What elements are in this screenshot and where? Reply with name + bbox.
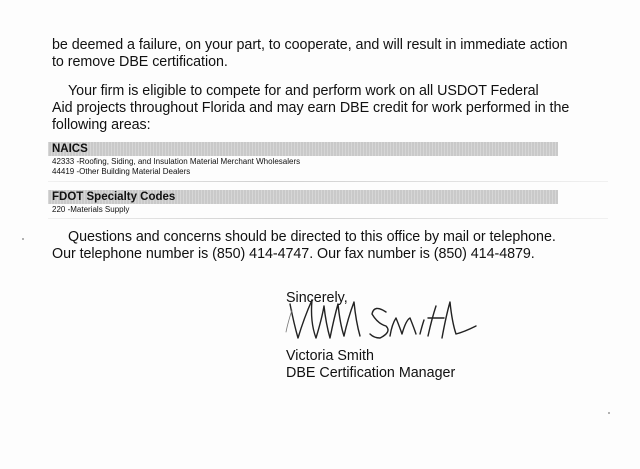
- paragraph-1-line-2: to remove DBE certification.: [52, 54, 228, 70]
- salutation: Sincerely,: [286, 290, 348, 306]
- scan-speck: [608, 412, 610, 414]
- paragraph-2-line-2: Aid projects throughout Florida and may earn DBE credit for work performed in the: [52, 100, 570, 116]
- signer-title: DBE Certification Manager: [286, 365, 456, 381]
- paragraph-2-line-1: Your firm is eligible to compete for and perform work on all USDOT Federal: [68, 83, 539, 99]
- section-divider: [48, 181, 608, 182]
- paragraph-1-line-1: be deemed a failure, on your part, to cooperate, and will result in immediate action: [52, 37, 568, 53]
- section-divider: [48, 218, 608, 219]
- scan-speck: [22, 238, 24, 240]
- handwritten-signature: [282, 288, 482, 348]
- paragraph-3-line-1: Questions and concerns should be directed to this office by mail or telephone.: [68, 229, 556, 245]
- fdot-title: FDOT Specialty Codes: [52, 191, 176, 203]
- fdot-code-1: 220 -Materials Supply: [52, 205, 130, 214]
- naics-header-bar: [48, 142, 558, 156]
- signer-name: Victoria Smith: [286, 348, 374, 364]
- paragraph-3-line-2: Our telephone number is (850) 414-4747. Our fax number is (850) 414-4879.: [52, 246, 535, 262]
- naics-code-1: 42333 -Roofing, Siding, and Insulation Material Merchant Wholesalers: [52, 157, 301, 166]
- paragraph-2-line-3: following areas:: [52, 117, 151, 133]
- naics-title: NAICS: [52, 143, 88, 155]
- naics-code-2: 44419 -Other Building Material Dealers: [52, 167, 191, 176]
